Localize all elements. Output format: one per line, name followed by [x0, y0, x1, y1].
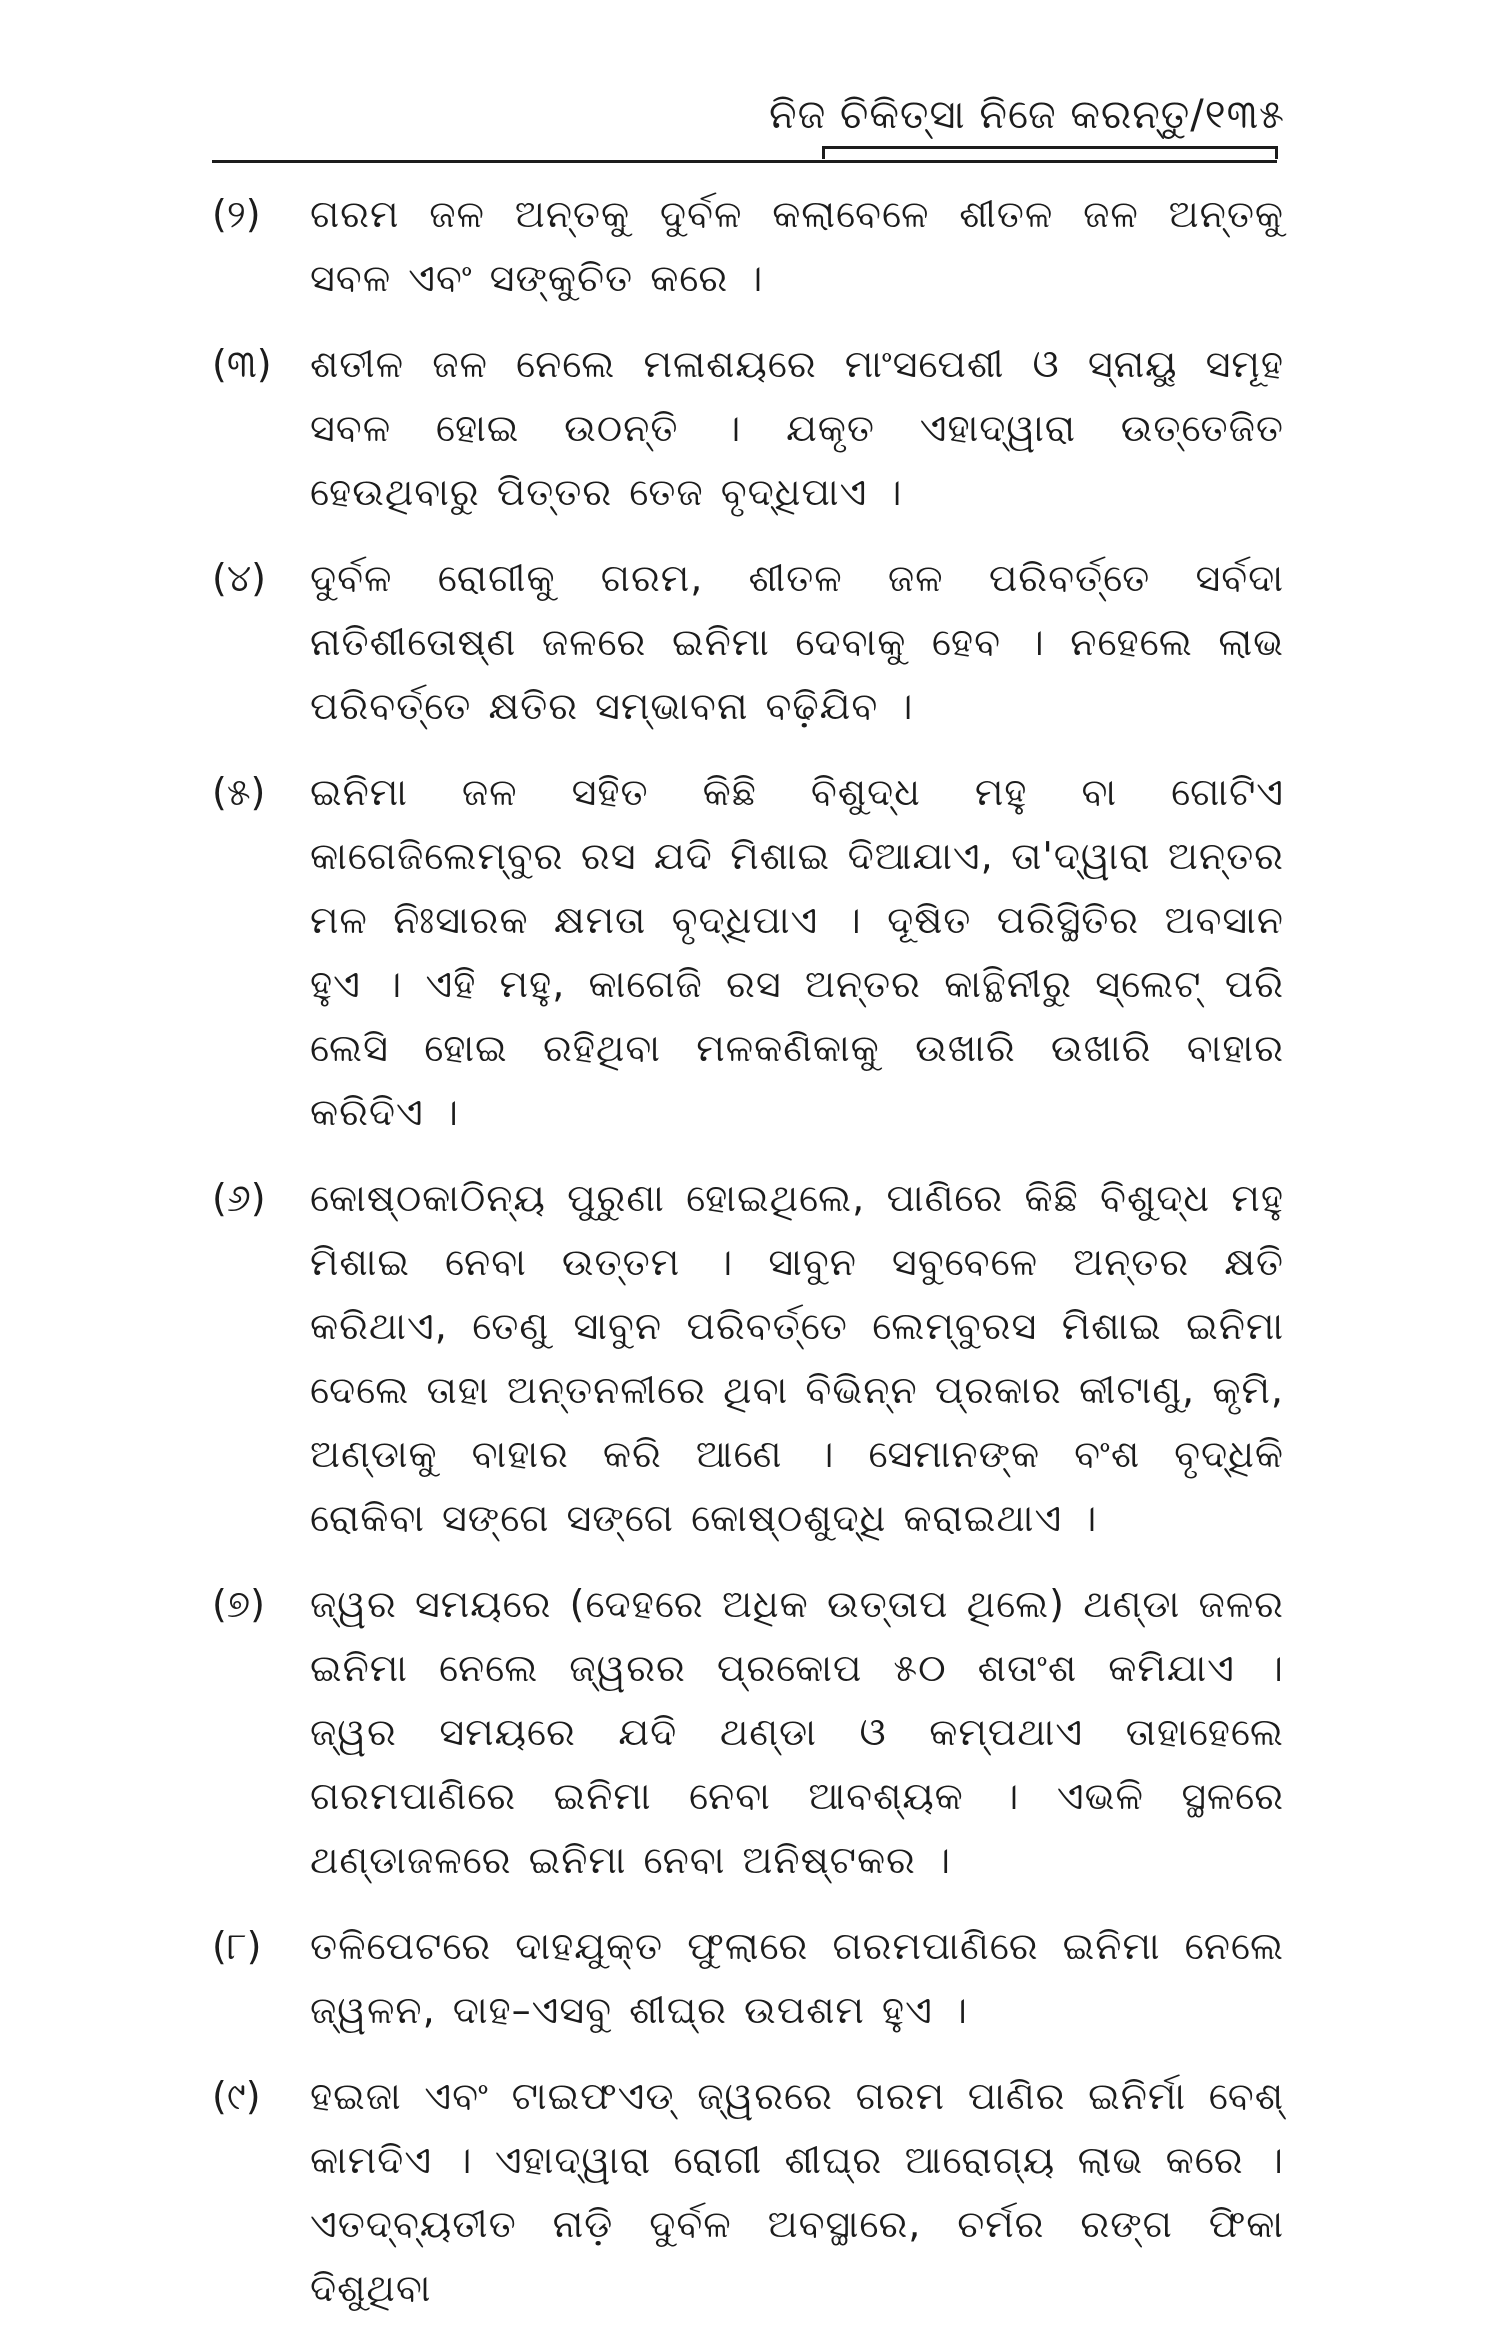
header-rule-box: [822, 146, 1278, 159]
item-number: (୭): [212, 1582, 265, 1626]
item-text: ଶତୀଳ ଜଳ ନେଲେ ମଳାଶୟରେ ମାଂସପେଶୀ ଓ ସ୍ନାୟୁ ସମୂହ ସବଳ ହୋଇ ଉଠନ୍ତି । ଯକୃତ ଏହାଦ୍ୱାରା ଉତ୍ତେଜିତ ହେଉଥିବାରୁ ପିତ୍ତର ତେଜ ବୃଦ୍ଧିପାଏ ।: [310, 342, 1284, 514]
list-item: [212, 1572, 1284, 1892]
item-number: (୪): [212, 556, 267, 600]
item-text: ଗରମ ଜଳ ଅନ୍ତକୁ ଦୁର୍ବଳ କଲାବେଳେ ଶୀତଳ ଜଳ ଅନ୍ତକୁ ସବଳ ଏବଂ ସଙ୍କୁଚିତ କରେ ।: [310, 192, 1284, 300]
list-item: [212, 2064, 1284, 2320]
item-number: (୬): [212, 1176, 266, 1220]
running-header: ନିଜ ଚିକିତ୍ସା ନିଜେ କରନ୍ତୁ/୧୩୫: [769, 92, 1285, 138]
header-rule: [212, 160, 1277, 163]
item-number: (୮): [212, 1924, 262, 1968]
list-item: [212, 760, 1284, 1144]
item-text: କୋଷ୍ଠକାଠିନ୍ୟ ପୁରୁଣା ହୋଇଥିଲେ, ପାଣିରେ କିଛି ବିଶୁଦ୍ଧ ମହୁ ମିଶାଇ ନେବା ଉତ୍ତମ । ସାବୁନ ସବୁବେଳେ ଅନ୍ତର କ୍ଷତି କରିଥାଏ, ତେଣୁ ସାବୁନ ପରିବର୍ତ୍ତେ ଲେମ୍ବୁରସ ମିଶାଇ ଇନିମା ଦେଲେ ତାହା ଅନ୍ତନଳୀରେ ଥିବା ବିଭିନ୍ନ ପ୍ରକାର କୀଟାଣୁ, କୃମି, ଅଣ୍ଡାକୁ ବାହାର କରି ଆଣେ । ସେମାନଙ୍କ ବଂଶ ବୃଦ୍ଧିକି ରୋକିବା ସଙ୍ଗେ ସଙ୍ଗେ କୋଷ୍ଠଶୁଦ୍ଧି କରାଇଥାଏ ।: [310, 1176, 1284, 1540]
item-number: (୫): [212, 770, 266, 814]
list-item: [212, 182, 1284, 310]
item-number: (୯): [212, 2074, 261, 2118]
item-number: (୨): [212, 192, 261, 236]
item-text: ଇନିମା ଜଳ ସହିତ କିଛି ବିଶୁଦ୍ଧ ମହୁ ବା ଗୋଟିଏ କାଗେଜିଲେମ୍ବୁର ରସ ଯଦି ମିଶାଇ ଦିଆଯାଏ, ତା'ଦ୍ୱାରା ଅନ୍ତର ମଳ ନିଃସାରକ କ୍ଷମତା ବୃଦ୍ଧିପାଏ । ଦୂଷିତ ପରିସ୍ଥିତିର ଅବସାନ ହୁଏ । ଏହି ମହୁ, କାଗେଜି ରସ ଅନ୍ତର କାନ୍ଥିନୀରୁ ସ୍ଲେଟ୍ ପରି ଲେସି ହୋଇ ରହିଥିବା ମଳକଣିକାକୁ ଉଖାରି ଉଖାରି ବାହାର କରିଦିଏ ।: [310, 770, 1284, 1134]
item-text: ଜ୍ୱର ସମୟରେ (ଦେହରେ ଅଧିକ ଉତ୍ତାପ ଥିଲେ) ଥଣ୍ଡା ଜଳର ଇନିମା ନେଲେ ଜ୍ୱରର ପ୍ରକୋପ ୫୦ ଶତାଂଶ କମିଯାଏ । ଜ୍ୱର ସମୟରେ ଯଦି ଥଣ୍ଡା ଓ କମ୍ପଥାଏ ତାହାହେଲେ ଗରମପାଣିରେ ଇନିମା ନେବା ଆବଶ୍ୟକ । ଏଭଳି ସ୍ଥଳରେ ଥଣ୍ଡାଜଳରେ ଇନିମା ନେବା ଅନିଷ୍ଟକର ।: [310, 1582, 1284, 1882]
list-item: [212, 546, 1284, 738]
list-item: [212, 1914, 1284, 2042]
item-text: ତଳିପେଟରେ ଦାହଯୁକ୍ତ ଫୁଲାରେ ଗରମପାଣିରେ ଇନିମା ନେଲେ ଜ୍ୱଳନ, ଦାହ–ଏସବୁ ଶୀଘ୍ର ଉପଶମ ହୁଏ ।: [310, 1924, 1284, 2032]
list-item: [212, 1166, 1284, 1550]
list-item: [212, 332, 1284, 524]
item-number: (୩): [212, 342, 272, 386]
item-text: ହଇଜା ଏବଂ ଟାଇଫଏଡ୍ ଜ୍ୱରରେ ଗରମ ପାଣିର ଇନିର୍ମା ବେଶ୍ କାମଦିଏ । ଏହାଦ୍ୱାରା ରୋଗୀ ଶୀଘ୍ର ଆରୋଗ୍ୟ ଲାଭ କରେ । ଏତଦ୍‌ବ୍ୟତୀତ ନାଡ଼ି ଦୁର୍ବଳ ଅବସ୍ଥାରେ, ଚର୍ମର ରଙ୍ଗ ଫିକା ଦିଶୁଥିବା: [310, 2074, 1284, 2310]
numbered-list: [212, 182, 1284, 2342]
item-text: ଦୁର୍ବଳ ରୋଗୀକୁ ଗରମ, ଶୀତଳ ଜଳ ପରିବର୍ତ୍ତେ ସର୍ବଦା ନାତିଶୀତୋଷ୍ଣ ଜଳରେ ଇନିମା ଦେବାକୁ ହେବ । ନହେଲେ ଲାଭ ପରିବର୍ତ୍ତେ କ୍ଷତିର ସମ୍ଭାବନା ବଢ଼ିଯିବ ।: [310, 556, 1284, 728]
